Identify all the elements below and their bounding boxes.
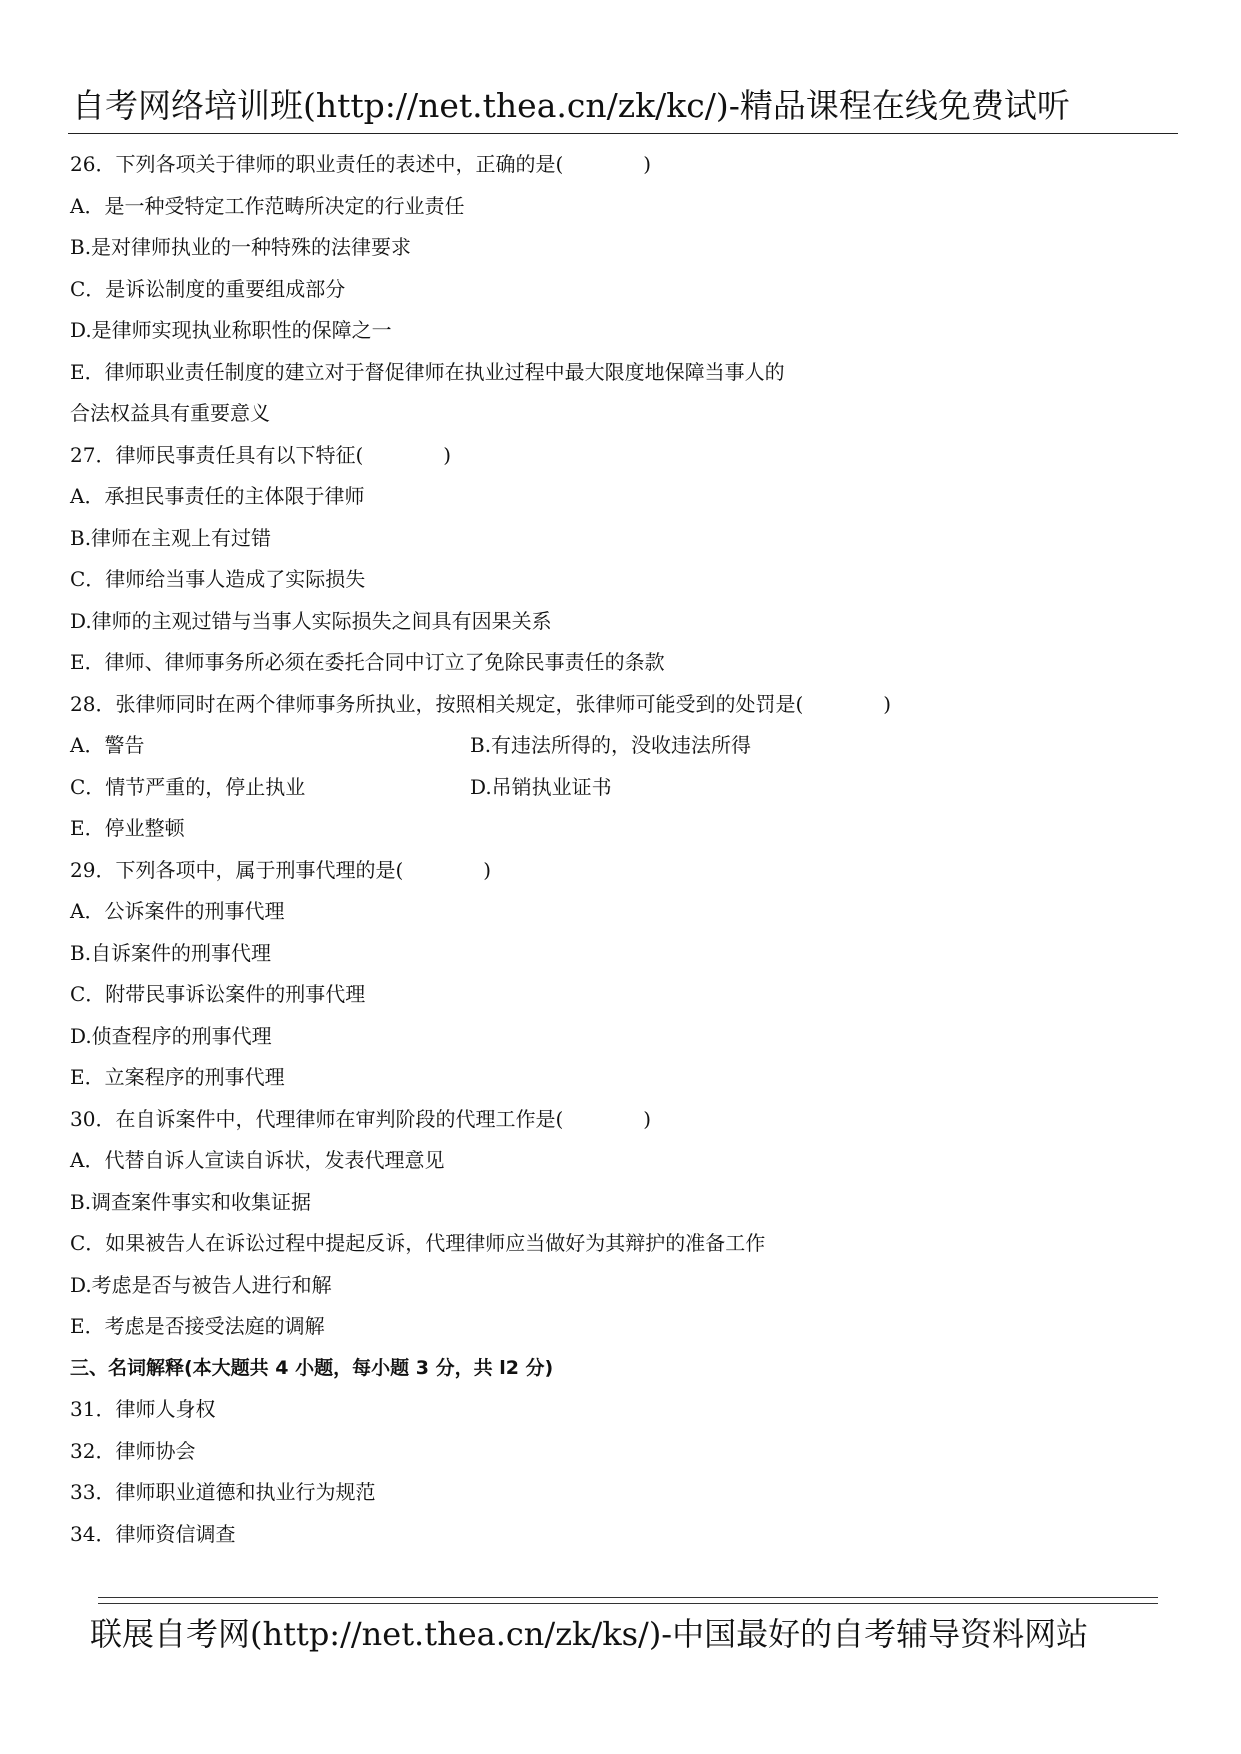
question-29-option-e: E．立案程序的刑事代理 bbox=[70, 1065, 285, 1089]
exam-content bbox=[70, 144, 1170, 1555]
section-3-title: 三、名词解释(本大题共 4 小题，每小题 3 分，共 l2 分) bbox=[70, 1356, 554, 1379]
question-27-option-c: C．律师给当事人造成了实际损失 bbox=[70, 567, 366, 591]
question-34: 34．律师资信调查 bbox=[70, 1521, 236, 1546]
question-26-option-a: A．是一种受特定工作范畴所决定的行业责任 bbox=[70, 193, 465, 218]
question-28-option-d: D.吊销执业证书 bbox=[470, 774, 612, 799]
question-26-option-e-continued: 合法权益具有重要意义 bbox=[70, 401, 270, 425]
question-28-row-cd bbox=[70, 767, 1170, 809]
question-28-option-a: A．警告 bbox=[70, 733, 145, 757]
question-28-stem: 28．张律师同时在两个律师事务所执业，按照相关规定，张律师可能受到的处罚是( ) bbox=[70, 691, 892, 716]
question-26-option-c: C．是诉讼制度的重要组成部分 bbox=[70, 276, 346, 301]
question-28-option-e: E．停业整顿 bbox=[70, 816, 185, 840]
header-divider bbox=[68, 133, 1178, 134]
question-32: 32．律师协会 bbox=[70, 1438, 196, 1463]
question-29-option-a: A．公诉案件的刑事代理 bbox=[70, 899, 285, 923]
question-30-option-b: B.调查案件事实和收集证据 bbox=[70, 1189, 312, 1214]
question-27-option-d: D.律师的主观过错与当事人实际损失之间具有因果关系 bbox=[70, 608, 552, 633]
question-29-stem: 29．下列各项中，属于刑事代理的是( ) bbox=[70, 857, 492, 882]
question-30-stem: 30．在自诉案件中，代理律师在审判阶段的代理工作是( ) bbox=[70, 1106, 652, 1131]
question-29-option-c: C．附带民事诉讼案件的刑事代理 bbox=[70, 982, 366, 1006]
question-30-option-e: E．考虑是否接受法庭的调解 bbox=[70, 1314, 325, 1338]
question-31: 31．律师人身权 bbox=[70, 1397, 216, 1421]
question-27-option-b: B.律师在主观上有过错 bbox=[70, 525, 272, 550]
question-26-option-e: E．律师职业责任制度的建立对于督促律师在执业过程中最大限度地保障当事人的 bbox=[70, 359, 785, 384]
footer-divider bbox=[98, 1597, 1158, 1604]
question-28-row-ab bbox=[70, 725, 1170, 767]
question-29-option-d: D.侦查程序的刑事代理 bbox=[70, 1023, 272, 1048]
page-footer: 联展自考网(http://net.thea.cn/zk/ks/)-中国最好的自考辅导资料网站 bbox=[90, 1615, 1089, 1653]
question-30-option-d: D.考虑是否与被告人进行和解 bbox=[70, 1272, 332, 1297]
question-30-option-a: A．代替自诉人宣读自诉状，发表代理意见 bbox=[70, 1148, 445, 1172]
question-28-option-c: C．情节严重的，停止执业 bbox=[70, 774, 306, 799]
question-29-option-b: B.自诉案件的刑事代理 bbox=[70, 940, 272, 965]
question-26-stem: 26．下列各项关于律师的职业责任的表述中，正确的是( ) bbox=[70, 152, 652, 176]
page-header: 自考网络培训班(http://net.thea.cn/zk/kc/)-精品课程在线免费试听 bbox=[72, 86, 1070, 125]
question-30-option-c: C．如果被告人在诉讼过程中提起反诉，代理律师应当做好为其辩护的准备工作 bbox=[70, 1231, 766, 1255]
question-26-option-d: D.是律师实现执业称职性的保障之一 bbox=[70, 318, 392, 342]
question-27-stem: 27．律师民事责任具有以下特征( ) bbox=[70, 442, 452, 467]
question-27-option-e: E．律师、律师事务所必须在委托合同中订立了免除民事责任的条款 bbox=[70, 650, 665, 674]
question-26-option-b: B.是对律师执业的一种特殊的法律要求 bbox=[70, 235, 412, 259]
question-33: 33．律师职业道德和执业行为规范 bbox=[70, 1480, 376, 1504]
question-27-option-a: A．承担民事责任的主体限于律师 bbox=[70, 484, 365, 508]
question-28-option-b: B.有违法所得的，没收违法所得 bbox=[470, 733, 752, 757]
